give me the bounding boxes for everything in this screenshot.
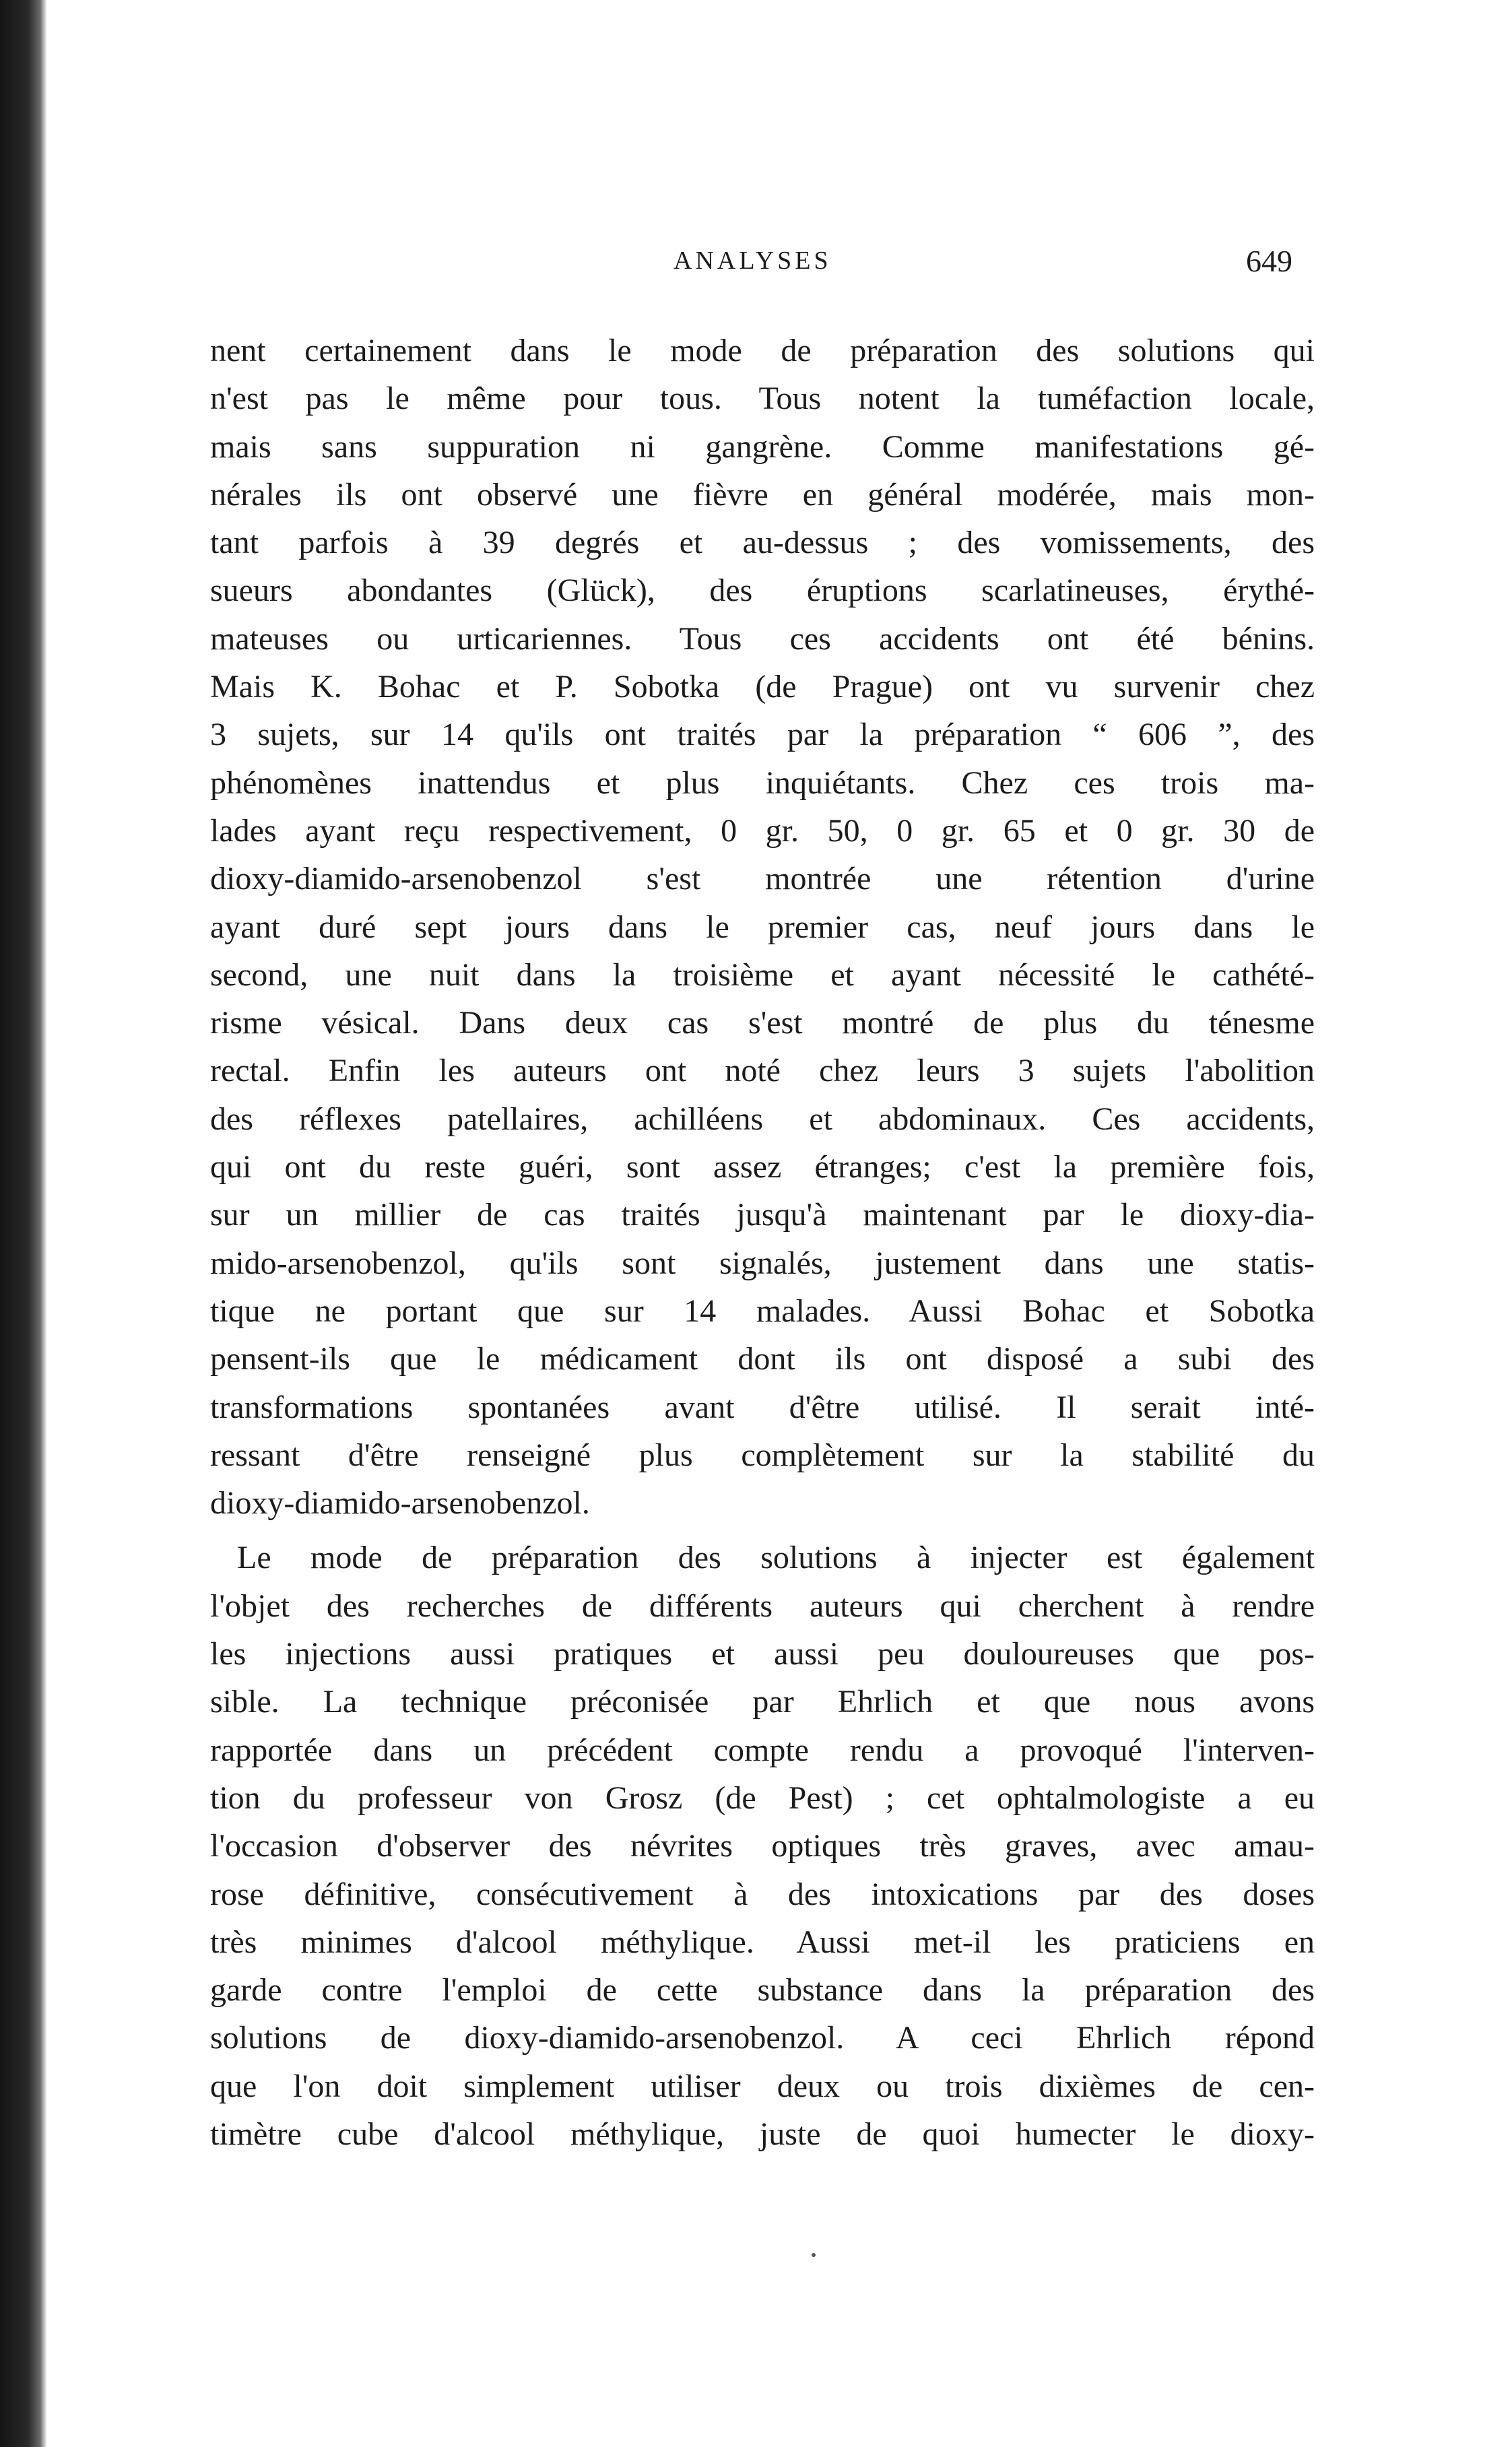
text-line: second, une nuit dans la troisième et ayant nécessité le cathété- — [210, 956, 1315, 993]
text-line: rose définitive, consécutivement à des intoxications par des doses — [210, 1876, 1315, 1912]
text-line: timètre cube d'alcool méthylique, juste de quoi humecter le dioxy- — [210, 2116, 1315, 2152]
text-line: les injections aussi pratiques et aussi peu douloureuses que pos- — [210, 1636, 1315, 1672]
text-line: Le mode de préparation des solutions à injecter est également — [237, 1540, 1315, 1576]
text-line: que l'on doit simplement utiliser deux ou trois dixièmes de cen- — [210, 2068, 1315, 2104]
body-text — [210, 327, 1315, 2158]
text-line: sur un millier de cas traités jusqu'à maintenant par le dioxy-dia- — [210, 1197, 1315, 1233]
text-line: qui ont du reste guéri, sont assez étranges; c'est la première fois, — [210, 1149, 1315, 1185]
text-line: risme vésical. Dans deux cas s'est montré de plus du ténesme — [210, 1005, 1315, 1041]
text-line: sible. La technique préconisée par Ehrlich et que nous avons — [210, 1684, 1315, 1720]
text-line: garde contre l'emploi de cette substance dans la préparation des — [210, 1972, 1315, 2009]
text-line: transformations spontanées avant d'être utilisé. Il serait inté- — [210, 1389, 1315, 1425]
text-line: très minimes d'alcool méthylique. Aussi met-il les praticiens en — [210, 1924, 1315, 1960]
running-title: ANALYSES — [673, 247, 832, 275]
text-line: des réflexes patellaires, achilléens et abdominaux. Ces accidents, — [210, 1101, 1315, 1137]
text-line: tant parfois à 39 degrés et au-dessus ; des vomissements, des — [210, 525, 1315, 561]
text-line: pensent-ils que le médicament dont ils ont disposé a subi des — [210, 1341, 1315, 1377]
text-line: phénomènes inattendus et plus inquiétants. Chez ces trois ma- — [210, 764, 1315, 801]
page-header — [0, 246, 1512, 286]
text-line: mateuses ou urticariennes. Tous ces accidents ont été bénins. — [210, 620, 1315, 657]
text-line: nent certainement dans le mode de préparation des solutions qui — [210, 333, 1315, 368]
text-line: dioxy-diamido-arsenobenzol. — [210, 1485, 590, 1522]
text-line: sueurs abondantes (Glück), des éruptions scarlatineuses, érythé- — [210, 573, 1315, 609]
text-line: ressant d'être renseigné plus complètement sur la stabilité du — [210, 1437, 1315, 1473]
text-line: mido-arsenobenzol, qu'ils sont signalés, justement dans une statis- — [210, 1245, 1315, 1281]
text-line: l'occasion d'observer des névrites optiques très graves, avec amau- — [210, 1828, 1315, 1864]
ink-speck — [812, 2253, 816, 2257]
text-line: tion du professeur von Grosz (de Pest) ; cet ophtalmologiste a eu — [210, 1780, 1315, 1816]
text-line: ayant duré sept jours dans le premier cas, neuf jours dans le — [210, 909, 1315, 945]
text-line: Mais K. Bohac et P. Sobotka (de Prague) ont vu survenir chez — [210, 669, 1315, 705]
paragraph-1 — [210, 327, 1315, 1527]
binding-edge — [0, 0, 47, 2447]
text-line: solutions de dioxy-diamido-arsenobenzol. A ceci Ehrlich répond — [210, 2020, 1315, 2056]
paragraph-2 — [210, 1534, 1315, 2158]
text-line: 3 sujets, sur 14 qu'ils ont traités par la préparation “ 606 ”, des — [210, 717, 1315, 753]
text-line: lades ayant reçu respectivement, 0 gr. 50, 0 gr. 65 et 0 gr. 30 de — [210, 812, 1315, 849]
text-line: tique ne portant que sur 14 malades. Aussi Bohac et Sobotka — [210, 1293, 1315, 1329]
text-line: mais sans suppuration ni gangrène. Comme manifestations gé- — [210, 428, 1315, 465]
text-line: nérales ils ont observé une fièvre en général modérée, mais mon- — [210, 476, 1315, 513]
text-line: dioxy-diamido-arsenobenzol s'est montrée une rétention d'urine — [210, 861, 1315, 897]
page-number: 649 — [1246, 244, 1292, 278]
text-line: rectal. Enfin les auteurs ont noté chez leurs 3 sujets l'abolition — [210, 1053, 1315, 1089]
text-line: l'objet des recherches de différents auteurs qui cherchent à rendre — [210, 1588, 1315, 1624]
text-line: n'est pas le même pour tous. Tous notent la tuméfaction locale, — [210, 381, 1315, 417]
text-line: rapportée dans un précédent compte rendu a provoqué l'interven- — [210, 1732, 1315, 1768]
